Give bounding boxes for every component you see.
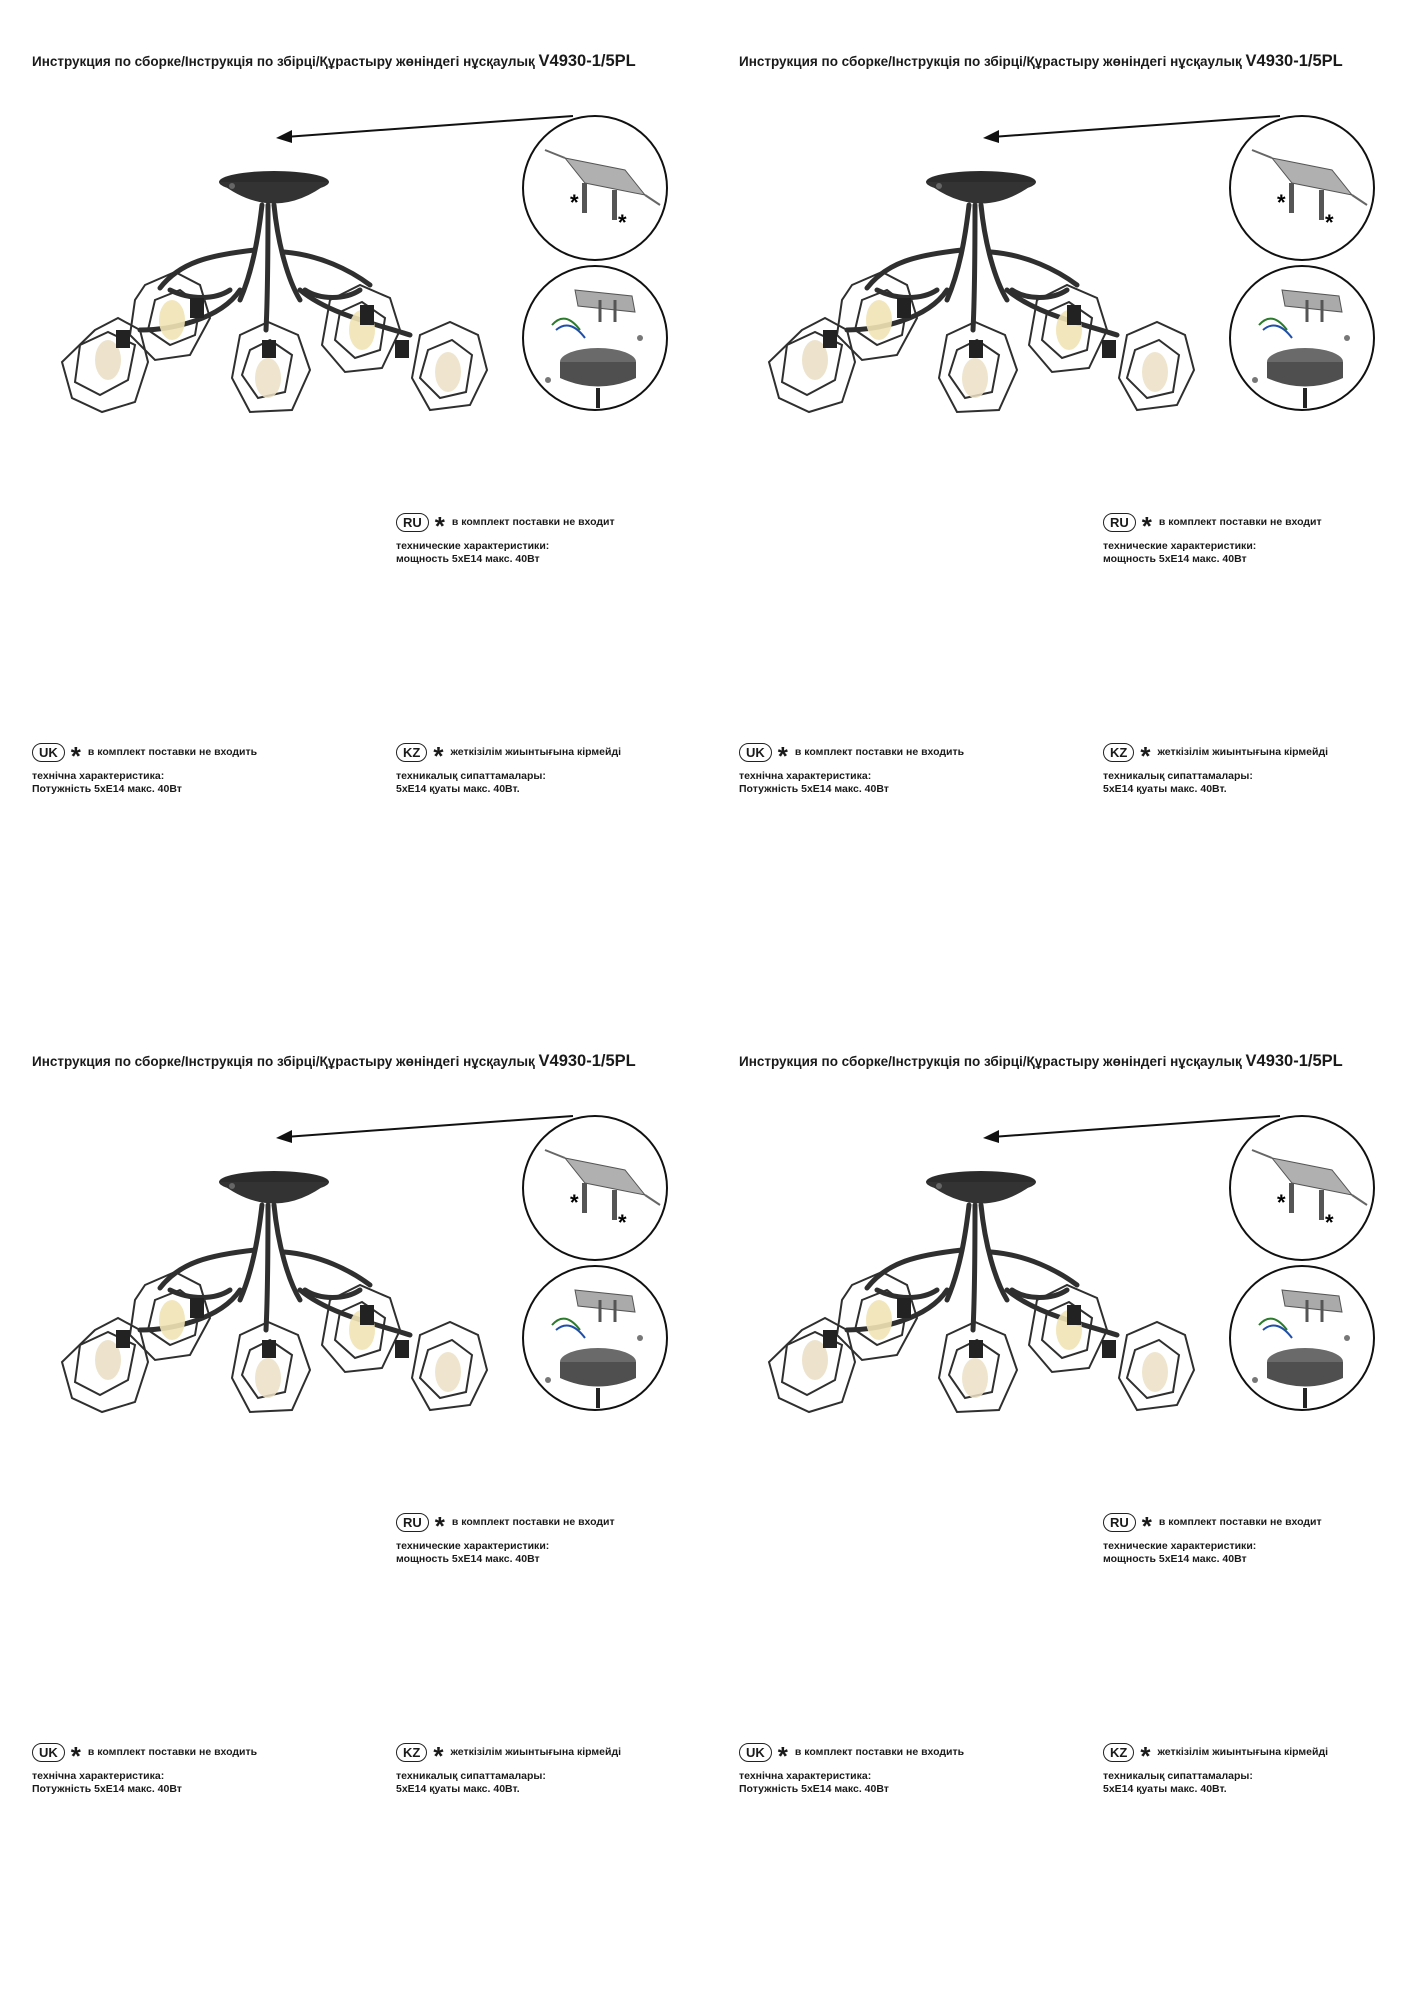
model-number: V4930-1/5PL [1245,1052,1343,1070]
pointer-arrow-icon [983,1116,1280,1143]
ru-badge: RU [1103,1513,1136,1532]
kz-note: жеткізілім жиынтығына кірмейді [450,1746,622,1758]
svg-text:*: * [618,210,627,235]
canopy [219,171,329,204]
model-number: V4930-1/5PL [1245,52,1343,70]
svg-text:*: * [1277,1190,1286,1215]
canopy [219,1171,329,1204]
bulbs [95,298,461,398]
uk-section [32,1740,257,1796]
sheet-title: Инструкция по сборке/Інструкція по збірці/Құрастыру жөніндегі нұсқаулық V4930-1/5PL [739,1052,1343,1070]
canopy [926,171,1036,204]
ru-spec-value: мощность 5хЕ14 макс. 40Вт [396,1553,540,1565]
ru-section [396,510,615,566]
mounting-bracket-icon [1230,1116,1374,1260]
chandelier-illustration [0,0,707,500]
kz-section [1103,740,1328,796]
pointer-arrow-icon [983,116,1280,143]
ru-note: в комплект поставки не входит [1158,516,1322,528]
kz-note: жеткізілім жиынтығына кірмейді [1157,746,1329,758]
uk-spec-title: технічна характеристика: [739,1770,872,1782]
kz-section [396,740,621,796]
uk-note: в комплект поставки не входить [794,1746,965,1758]
asterisk-icon: * [1141,511,1152,541]
kz-spec-title: техникалық сипаттамалары: [396,770,546,782]
asterisk-icon: * [777,741,788,771]
sheet-title: Инструкция по сборке/Інструкція по збірці/Құрастыру жөніндегі нұсқаулық V4930-1/5PL [32,1052,636,1070]
kz-spec-title: техникалық сипаттамалары: [1103,1770,1253,1782]
svg-text:*: * [1325,210,1334,235]
asterisk-icon: * [1140,741,1151,771]
uk-spec-value: Потужність 5хЕ14 макс. 40Вт [739,783,889,795]
kz-badge: KZ [396,1743,427,1762]
kz-spec-title: техникалық сипаттамалары: [396,1770,546,1782]
chandelier-illustration [707,1000,1414,1500]
svg-text:*: * [1325,1210,1334,1235]
mounting-bracket-icon [523,116,667,260]
svg-text:*: * [570,190,579,215]
kz-spec-value: 5хЕ14 қуаты макс. 40Вт. [396,1783,520,1795]
pointer-arrow-icon [276,1116,573,1143]
uk-section [739,1740,964,1796]
uk-section [32,740,257,796]
mounting-bracket-icon [1230,116,1374,260]
uk-spec-title: технічна характеристика: [739,770,872,782]
uk-spec-value: Потужність 5хЕ14 макс. 40Вт [32,1783,182,1795]
ru-spec-title: технические характеристики: [1103,1540,1257,1552]
canopy [926,1171,1036,1204]
svg-text:*: * [1277,190,1286,215]
kz-badge: KZ [396,743,427,762]
uk-section [739,740,964,796]
asterisk-icon: * [434,511,445,541]
uk-badge: UK [32,743,65,762]
asterisk-icon: * [70,1741,81,1771]
chandelier-illustration [707,0,1414,500]
kz-spec-value: 5хЕ14 қуаты макс. 40Вт. [396,783,520,795]
ru-section [396,1510,615,1566]
kz-spec-value: 5хЕ14 қуаты макс. 40Вт. [1103,1783,1227,1795]
instruction-sheet [707,1000,1414,2000]
ru-spec-title: технические характеристики: [396,540,550,552]
ru-spec-title: технические характеристики: [1103,540,1257,552]
uk-spec-title: технічна характеристика: [32,1770,165,1782]
svg-text:*: * [618,1210,627,1235]
chandelier-illustration [0,1000,707,1500]
bulbs [802,298,1168,398]
mounting-bracket-icon [523,1116,667,1260]
wiring-canopy-icon [1230,1266,1374,1410]
sheet-title: Инструкция по сборке/Інструкція по збірці/Құрастыру жөніндегі нұсқаулық V4930-1/5PL [739,52,1343,70]
asterisk-icon: * [433,1741,444,1771]
asterisk-icon: * [777,1741,788,1771]
uk-note: в комплект поставки не входить [794,746,965,758]
svg-text:*: * [570,1190,579,1215]
bulbs [802,1298,1168,1398]
asterisk-icon: * [1140,1741,1151,1771]
ru-section [1103,510,1322,566]
sheet-title: Инструкция по сборке/Інструкція по збірці/Құрастыру жөніндегі нұсқаулық V4930-1/5PL [32,52,636,70]
ru-badge: RU [1103,513,1136,532]
asterisk-icon: * [433,741,444,771]
kz-badge: KZ [1103,743,1134,762]
kz-spec-value: 5хЕ14 қуаты макс. 40Вт. [1103,783,1227,795]
wiring-canopy-icon [523,1266,667,1410]
bulbs [95,1298,461,1398]
asterisk-icon: * [1141,1511,1152,1541]
kz-section [396,1740,621,1796]
uk-badge: UK [739,1743,772,1762]
uk-badge: UK [739,743,772,762]
kz-note: жеткізілім жиынтығына кірмейді [450,746,622,758]
ru-spec-title: технические характеристики: [396,1540,550,1552]
ru-section [1103,1510,1322,1566]
kz-badge: KZ [1103,1743,1134,1762]
kz-section [1103,1740,1328,1796]
asterisk-icon: * [434,1511,445,1541]
uk-badge: UK [32,1743,65,1762]
instruction-sheet [0,1000,707,2000]
kz-note: жеткізілім жиынтығына кірмейді [1157,1746,1329,1758]
model-number: V4930-1/5PL [538,52,636,70]
uk-spec-title: технічна характеристика: [32,770,165,782]
ru-spec-value: мощность 5хЕ14 макс. 40Вт [396,553,540,565]
ru-note: в комплект поставки не входит [1158,1516,1322,1528]
uk-note: в комплект поставки не входить [87,746,258,758]
pointer-arrow-icon [276,116,573,143]
uk-note: в комплект поставки не входить [87,1746,258,1758]
asterisk-icon: * [70,741,81,771]
kz-spec-title: техникалық сипаттамалары: [1103,770,1253,782]
ru-spec-value: мощность 5хЕ14 макс. 40Вт [1103,1553,1247,1565]
ru-badge: RU [396,513,429,532]
model-number: V4930-1/5PL [538,1052,636,1070]
uk-spec-value: Потужність 5хЕ14 макс. 40Вт [739,1783,889,1795]
instruction-sheet [0,0,707,1000]
wiring-canopy-icon [523,266,667,410]
wiring-canopy-icon [1230,266,1374,410]
ru-badge: RU [396,1513,429,1532]
uk-spec-value: Потужність 5хЕ14 макс. 40Вт [32,783,182,795]
ru-note: в комплект поставки не входит [451,1516,615,1528]
instruction-sheet [707,0,1414,1000]
ru-spec-value: мощность 5хЕ14 макс. 40Вт [1103,553,1247,565]
ru-note: в комплект поставки не входит [451,516,615,528]
